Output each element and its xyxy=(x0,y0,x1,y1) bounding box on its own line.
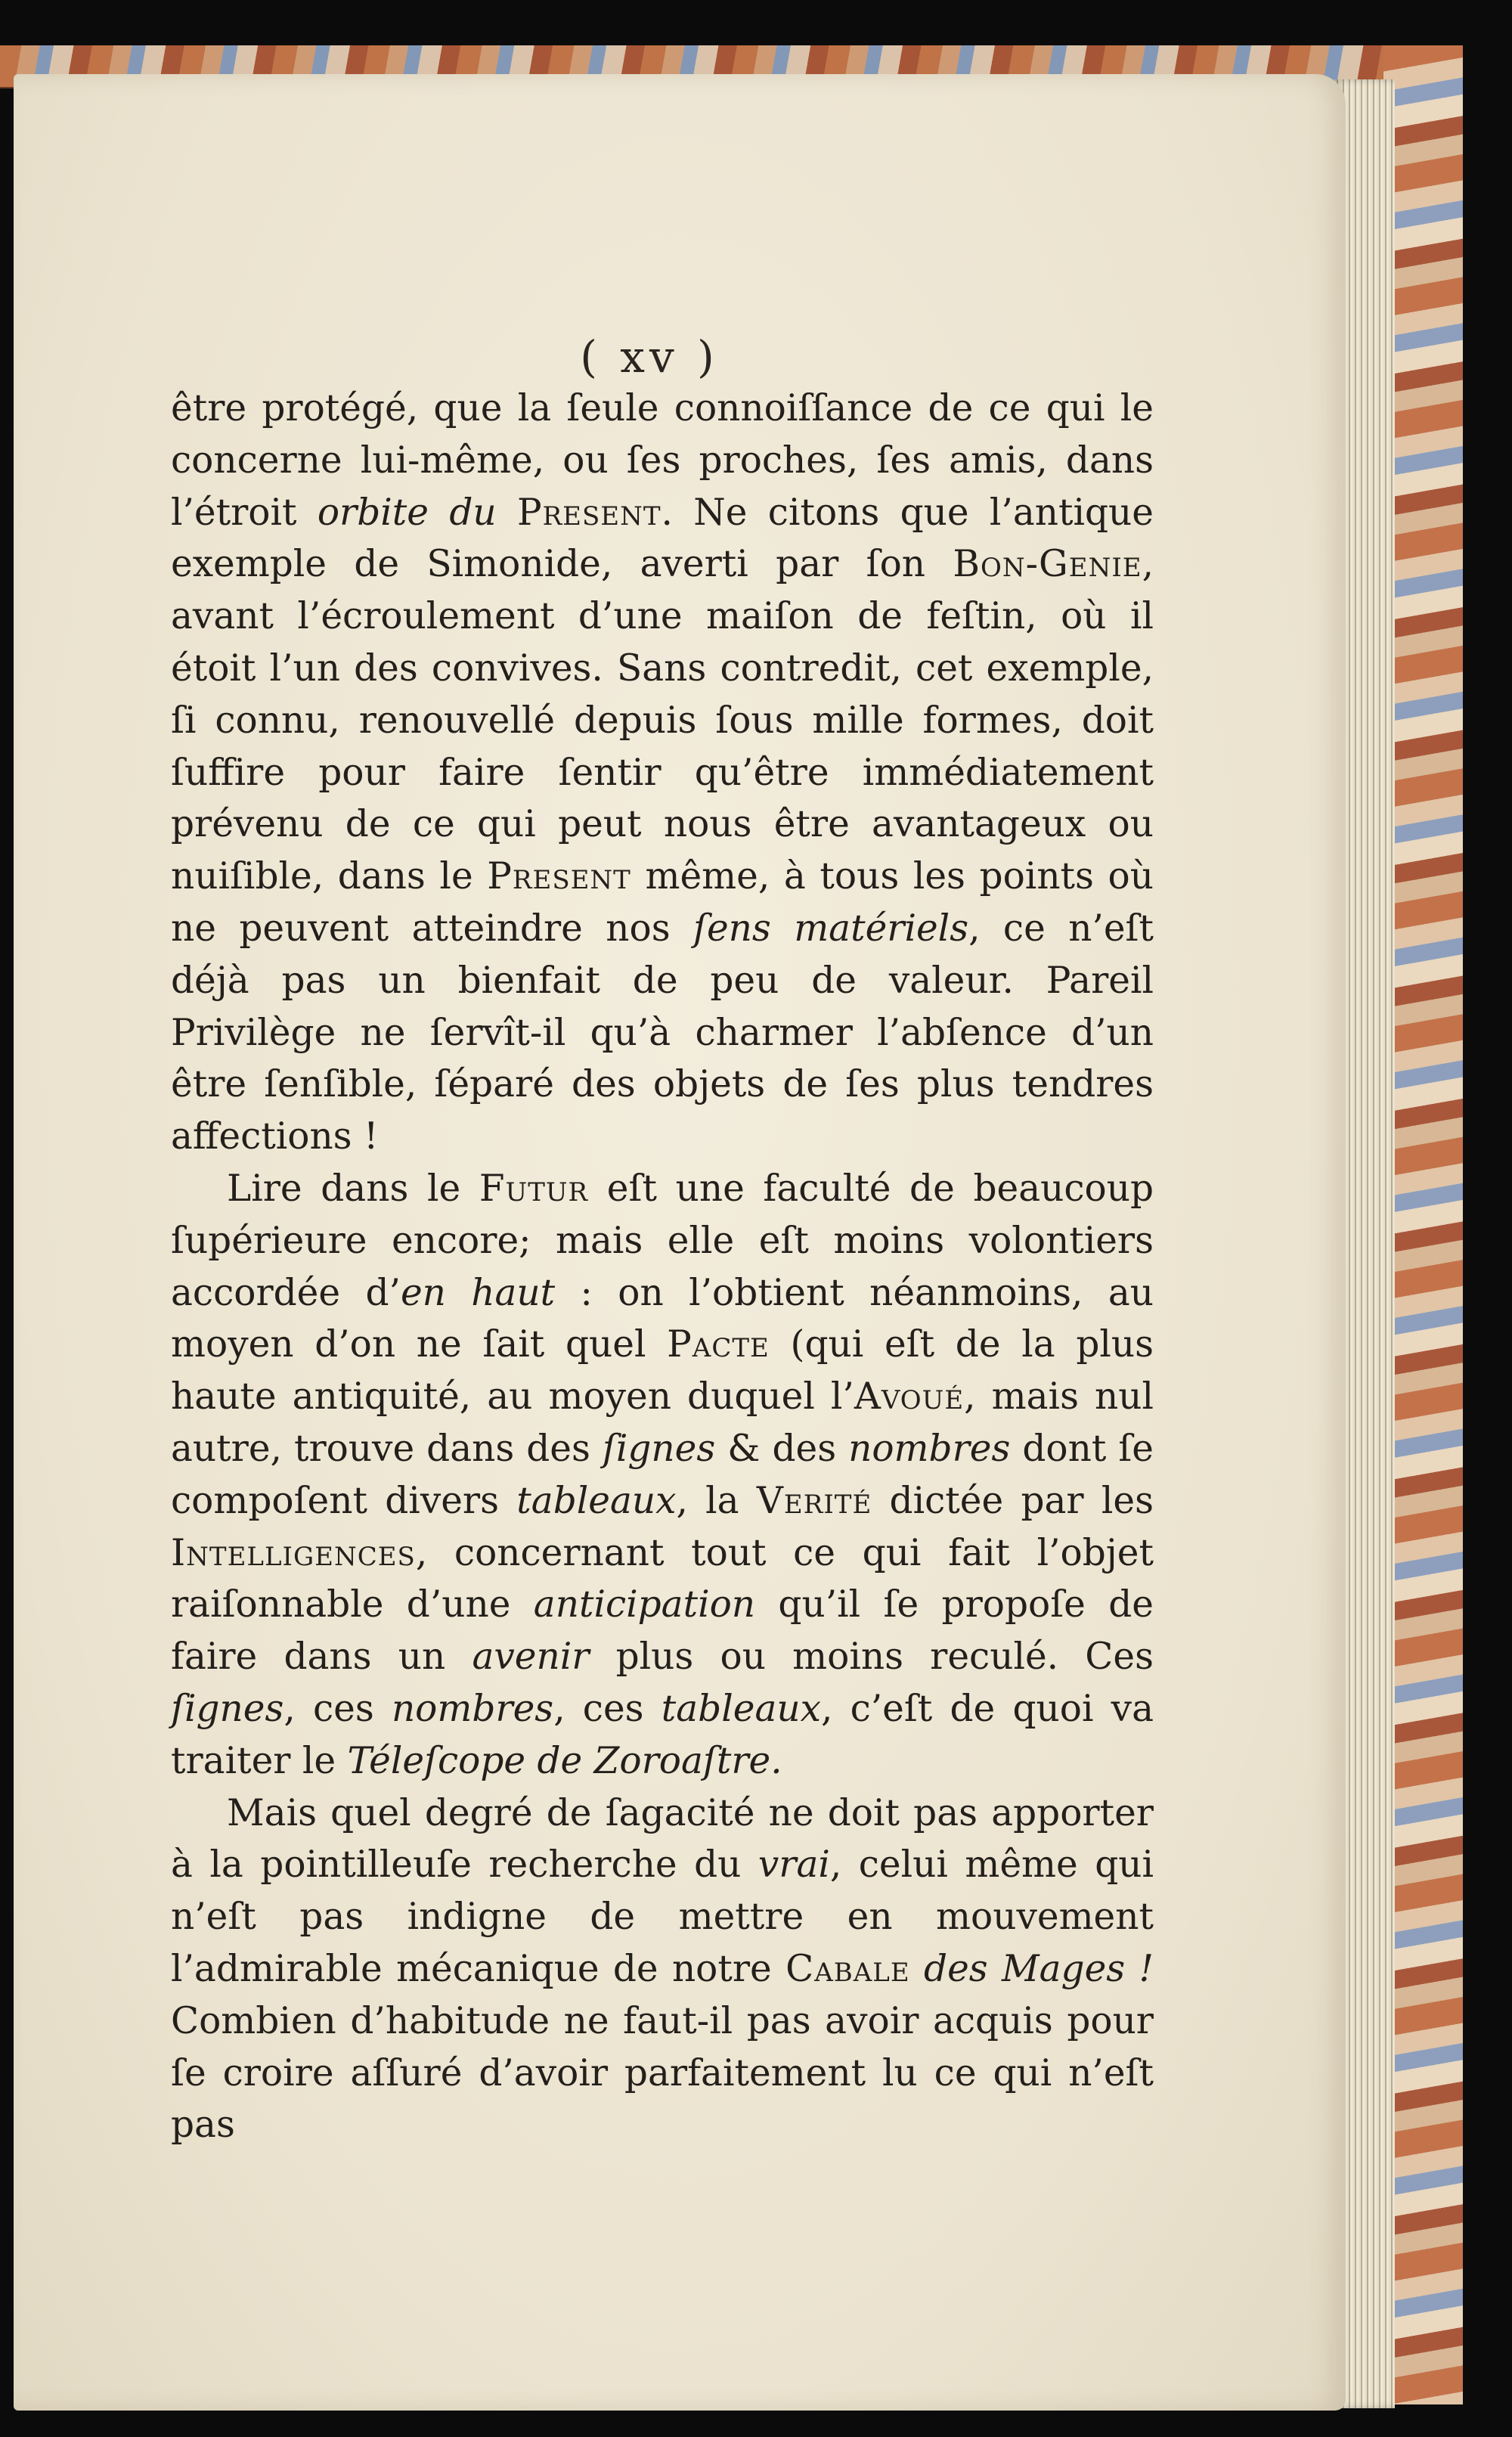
paragraph-3 xyxy=(171,1787,1154,2152)
text-run: ſignes xyxy=(602,1427,716,1470)
text-run: , celui même qui n’eſt pas indigne de mettre en mouvement l’admirable mécanique de notre xyxy=(171,1843,1154,1990)
paragraph-1 xyxy=(171,383,1154,1163)
text-run: plus ou moins reculé. Ces xyxy=(589,1636,1154,1679)
text-run: orbite du xyxy=(317,491,497,534)
text-run: : on l’obtient néanmoins, au moyen d’on ne ſait quel xyxy=(171,1271,1154,1366)
text-run: , la xyxy=(676,1479,757,1522)
text-run: en haut xyxy=(400,1271,556,1314)
text-run: des Mages ! xyxy=(924,1947,1154,1990)
text-run: , ce n’eſt déjà pas un bienfait de peu de valeur. Pareil Privilège ne ſervît-il qu’à charmer l’abſence d’un être ſenſible, ſéparé des objets de ſes plus tendres affections ! xyxy=(171,907,1154,1158)
text-run: Present xyxy=(487,855,631,898)
text-run: nombres xyxy=(391,1687,554,1730)
text-run: qu’il ſe propoſe de faire dans un xyxy=(171,1583,1154,1679)
text-run: avenir xyxy=(472,1636,590,1679)
text-run: Verité xyxy=(756,1479,872,1522)
book-page xyxy=(14,74,1346,2411)
text-run: Futur xyxy=(479,1167,589,1210)
text-run: dictée par les xyxy=(872,1479,1154,1522)
text-run: . Ne citons que l’antique exemple de Simonide, averti par ſon xyxy=(171,491,1154,586)
running-head-page-number: ( xv ) xyxy=(580,331,719,383)
text-run: Bon-Genie xyxy=(953,543,1142,586)
text-run: Lire dans le xyxy=(227,1167,479,1210)
paragraph-2 xyxy=(171,1163,1154,1787)
text-run: ſignes xyxy=(171,1687,284,1730)
text-run: Cabale xyxy=(785,1947,910,1990)
text-run: être protégé, que la ſeule connoiſſance de ce qui le concerne lui-même, ou ſes proches, ſes amis, dans l’étroit xyxy=(171,387,1154,534)
body-text xyxy=(171,383,1154,2151)
text-run: Avoué xyxy=(854,1375,965,1418)
text-run: , ces xyxy=(284,1687,392,1730)
text-run: tableaux xyxy=(661,1687,821,1730)
text-run: , avant l’écroulement d’une maiſon de feſtin, où il étoit l’un des convives. Sans contredit, cet exemple, ſi connu, renouvellé depuis ſous mille formes, doit ſuffire pour faire ſentir qu’être immédiatement prévenu de ce qui peut nous être avantageux ou nuiſible, dans le xyxy=(171,543,1154,898)
text-run: Present xyxy=(516,491,662,534)
text-run: Intelligences xyxy=(171,1531,416,1574)
text-run: Pacte xyxy=(667,1323,770,1366)
text-run: ſens matériels xyxy=(693,907,969,950)
text-run: , concernant tout ce qui fait l’objet raiſonnable d’une xyxy=(171,1531,1154,1626)
text-run: , mais nul autre, trouve dans des xyxy=(171,1375,1154,1470)
text-run: tableaux xyxy=(516,1479,677,1522)
text-run xyxy=(910,1948,924,1990)
text-run: , ces xyxy=(553,1687,662,1730)
marbled-board-right xyxy=(1383,45,1463,2404)
text-run: , c’eſt de quoi va traiter le xyxy=(171,1687,1154,1782)
text-run: & des xyxy=(715,1427,849,1470)
text-run: nombres xyxy=(848,1427,1011,1470)
text-run: même, à tous les points où ne peuvent atteindre nos xyxy=(171,855,1154,950)
text-run: anticipation xyxy=(533,1583,756,1626)
text-run: (qui eſt de la plus haute antiquité, au moyen duquel l’ xyxy=(171,1323,1154,1418)
text-run xyxy=(497,491,517,534)
text-run: vrai xyxy=(758,1843,830,1887)
text-run: Téleſcope de Zoroaſtre. xyxy=(347,1739,782,1782)
text-run: dont ſe compoſent divers xyxy=(171,1427,1154,1522)
text-run: Combien d’habitude ne faut-il pas avoir acquis pour ſe croire aſſuré d’avoir parfaitement lu ce qui n’eſt pas xyxy=(171,1999,1154,2147)
text-run: eſt une faculté de beaucoup ſupérieure encore; mais elle eſt moins volontiers accordée d’ xyxy=(171,1167,1154,1314)
text-run: Mais quel degré de ſagacité ne doit pas apporter à la pointilleuſe recherche du xyxy=(171,1791,1154,1887)
